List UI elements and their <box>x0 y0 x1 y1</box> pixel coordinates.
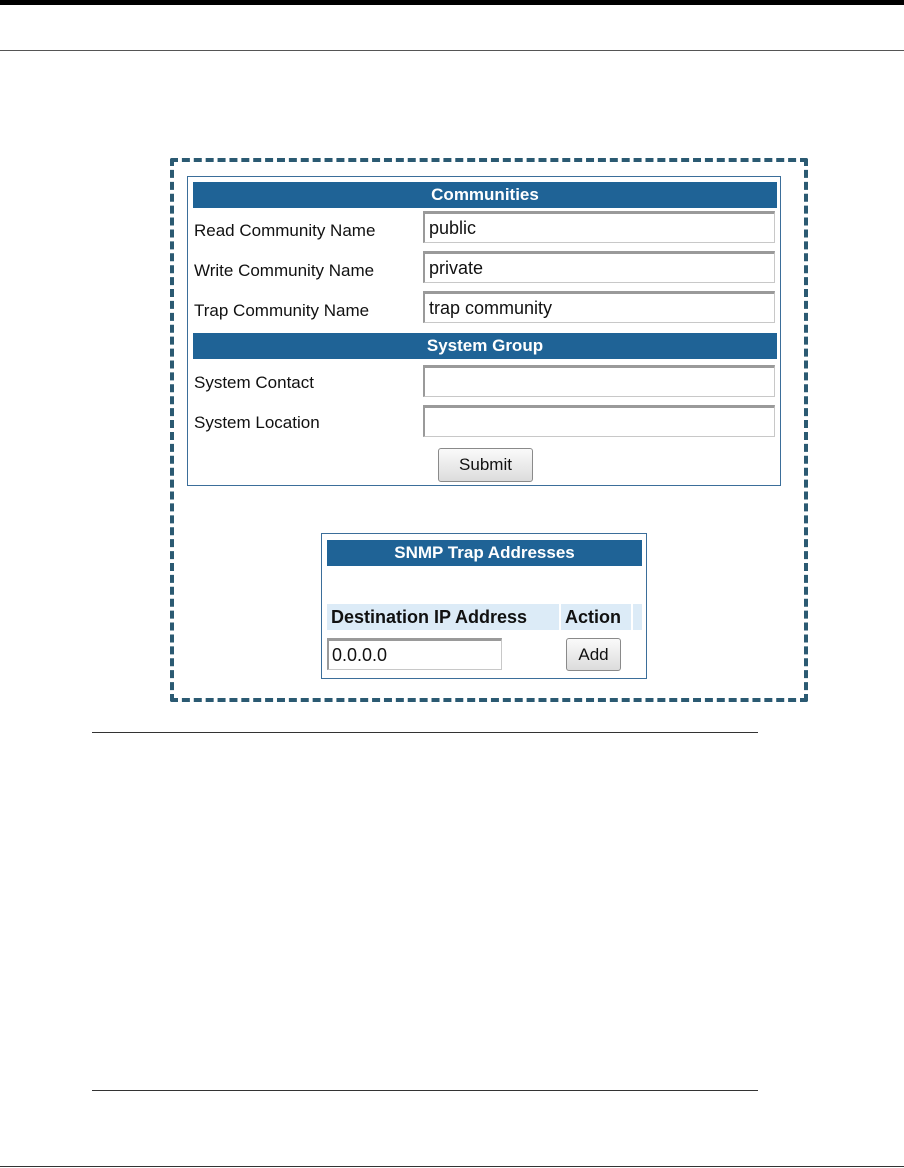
column-header-destination-ip: Destination IP Address <box>327 604 559 630</box>
communities-header: Communities <box>193 182 777 208</box>
submit-button[interactable]: Submit <box>438 448 533 482</box>
trap-addresses-header: SNMP Trap Addresses <box>327 540 642 566</box>
system-contact-input[interactable] <box>423 365 775 397</box>
column-header-action: Action <box>561 604 631 630</box>
read-community-input[interactable] <box>423 211 775 243</box>
page-top-bar <box>0 0 904 5</box>
trap-community-label: Trap Community Name <box>194 301 370 320</box>
system-location-label: System Location <box>194 413 320 432</box>
column-header-spacer <box>633 604 642 630</box>
header-divider <box>0 50 904 51</box>
write-community-label: Write Community Name <box>194 261 375 280</box>
add-trap-address-button[interactable]: Add <box>566 638 621 671</box>
system-group-header: System Group <box>193 333 777 359</box>
destination-ip-input[interactable] <box>327 638 502 670</box>
footer-divider <box>0 1166 904 1167</box>
system-contact-label: System Contact <box>194 373 314 392</box>
trap-community-input[interactable] <box>423 291 775 323</box>
content-divider-bottom <box>92 1090 758 1091</box>
content-divider-top <box>92 732 758 733</box>
read-community-label: Read Community Name <box>194 221 376 240</box>
snmp-settings-panel <box>187 176 781 486</box>
write-community-input[interactable] <box>423 251 775 283</box>
trap-addresses-panel <box>321 533 647 679</box>
system-location-input[interactable] <box>423 405 775 437</box>
